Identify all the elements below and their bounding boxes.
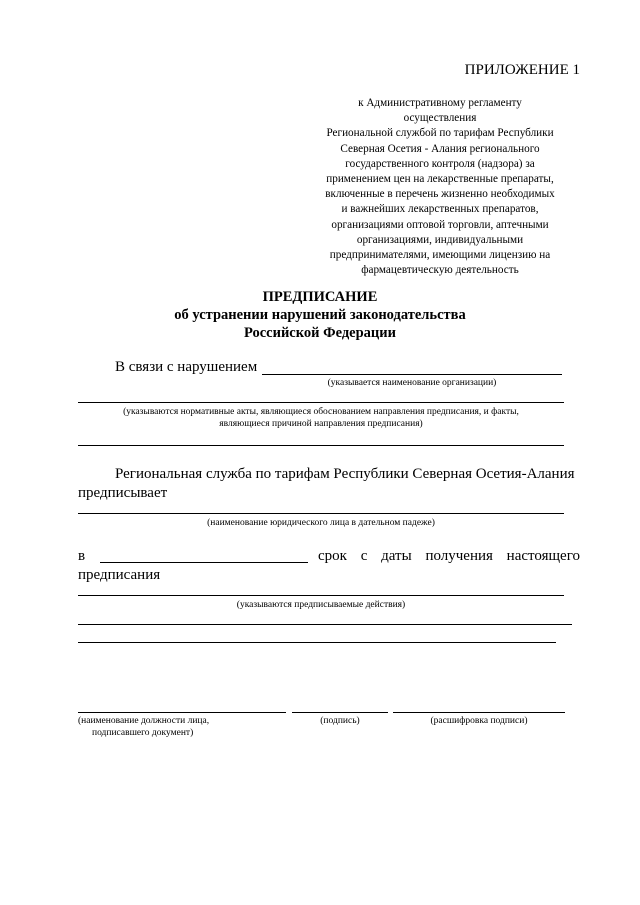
annex-line: государственного контроля (надзора) за [345,157,535,170]
annex-line: применением цен на лекарственные препараты, [326,173,554,186]
legal-entity-caption: (наименование юридического лица в дательном падеже) [207,518,435,528]
signature-caption: (подпись) [320,716,360,726]
normative-acts-field-2[interactable] [78,445,564,446]
signature-decode-field[interactable] [393,712,565,713]
actions-caption: (указываются предписываемые действия) [236,600,406,610]
annex-line: и важнейших лекарственных препаратов, [341,203,539,216]
normative-acts-caption: (указываются нормативные акты, являющиеся обоснованием направления предписания, и факты, являющиеся причиной направления предписания) [123,407,519,429]
prescribes-word: предписывает [78,485,168,501]
actions-field[interactable] [78,595,564,596]
annex-line: осуществления [403,112,477,125]
organization-field[interactable] [262,374,562,375]
annex-line: к Административному регламенту [358,97,522,109]
signature-field[interactable] [292,712,388,713]
service-line: Региональная служба по тарифам Республики Северная Осетия-Алания [115,466,575,482]
actions-field-3[interactable] [78,642,556,643]
annex-line: включенные в перечень жизненно необходимых [325,188,555,201]
title-main: ПРЕДПИСАНИЕ [262,289,378,305]
term-suffix: срок с даты получения настоящего [318,548,580,564]
term-field[interactable] [100,562,308,563]
legal-entity-field[interactable] [78,513,564,514]
term-prefix: в [78,548,86,564]
annex-line: организациями, индивидуальными [356,233,524,246]
term-line-2: предписания [78,567,161,583]
title-subtitle-2: Российской Федерации [243,325,396,341]
annex-line: предпринимателями, имеющими лицензию на [329,249,551,262]
annex-line: Региональной службой по тарифам Республики [326,127,554,140]
annex-line: фармацевтическую деятельность [361,264,519,277]
appendix-label: ПРИЛОЖЕНИЕ 1 [464,62,580,78]
position-field[interactable] [78,712,286,713]
annex-line: Северная Осетия - Алания регионального [340,142,540,155]
title-subtitle: об устранении нарушений законодательства [174,307,466,323]
annex-block [300,96,580,278]
actions-field-2[interactable] [78,624,572,625]
signature-decode-caption: (расшифровка подписи) [430,716,528,726]
annex-line: организациями оптовой торговли, аптечными [331,218,549,231]
organization-caption: (указывается наименование организации) [327,378,497,388]
document-title [0,288,640,342]
violation-label: В связи с нарушением [115,359,258,375]
position-caption: (наименование должности лица, подписавшего документ) [78,716,210,738]
normative-acts-field[interactable] [78,402,564,403]
